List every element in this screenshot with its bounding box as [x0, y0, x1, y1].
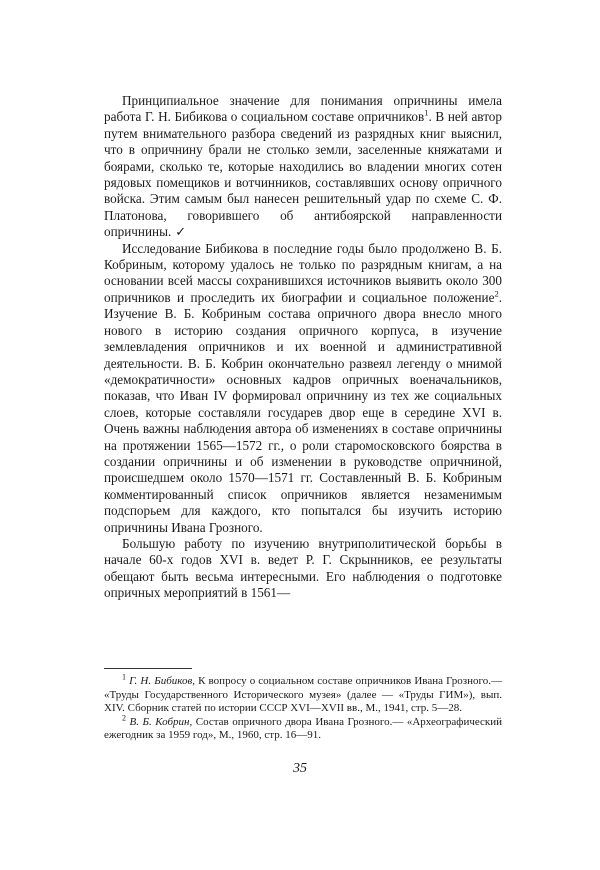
- main-text: [104, 93, 502, 602]
- footnote-ref-2: 2: [494, 288, 499, 299]
- footnote-separator: [104, 668, 192, 669]
- footnote-2-author: В. Б. Кобрин,: [129, 715, 193, 728]
- paragraph-1: [104, 93, 502, 241]
- paragraph-2-part-a: Исследование Бибикова в последние годы было продолжено В. Б. Кобриным, которому удалось не только по разрядным книгам, а на основании всей массы сохранившихся источников выявить около 300 опричников и проследить их биографии и социальное положение: [104, 240, 502, 305]
- handwritten-check-mark: ✓: [175, 224, 187, 240]
- footnote-ref-1: 1: [424, 108, 429, 119]
- footnote-1-text: К вопросу о социальном составе опричников Ивана Грозного.— «Труды Государственного Исторического музея» (далее — «Труды ГИМ»), вып. XIV. Сборник статей по истории СССР XVI—XVII вв., М., 1941, стр. 5—28.: [104, 675, 502, 715]
- paragraph-3: Большую работу по изучению внутриполитической борьбы в начале 60-х годов XVI в. ведет Р. Г. Скрынников, ее результаты обещают быть весьма интересными. Его наблюдения о подготовке опричных мероприятий в 1561—: [104, 535, 502, 601]
- footnote-2-number: 2: [122, 713, 126, 723]
- paragraph-2-part-b: . Изучение В. Б. Кобриным состава опричного двора внесло много нового в историю создания опричного корпуса, в изучение землевладения опричников и их военной и административной деятельности. В. Б. Кобрин окончательно развеял легенду о мнимой «демократичности» основных кадров опричных военачальников, показав, что Иван IV формировал опричнину из тех же социальных слоев, которые составляли государев двор еще в середине XVI в. Очень важны наблюдения автора об изменениях в составе опричнины на протяжении 1565—1572 гг., о роли старомосковского боярства в создании опричнины и об изменении в руководстве опричниной, происшедшем около 1570—1571 гг. Составленный В. Б. Кобриным комментированный список опричников является незаменимым подспорьем для каждого, кто попытался бы изучить историю опричнины Ивана Грозного.: [104, 289, 502, 535]
- paragraph-1-part-b: . В ней автор путем внимательного разбора сведений из разрядных книг выяснил, что в опричнину брали не столько земли, заселенные княжатами и боярами, сколько те, которые находились во владении многих сотен рядовых помещиков и вотчинников, составлявших основу опричного войска. Этим самым был нанесен решительный удар по схеме С. Ф. Платонова, говорившего об антибоярской направленности опричнины.: [104, 109, 502, 240]
- page-number: 35: [293, 761, 307, 776]
- footnote-2: [104, 713, 503, 743]
- footnote-1-number: 1: [122, 672, 126, 682]
- footnotes: [104, 672, 503, 743]
- footnote-2-text: Состав опричного двора Ивана Грозного.— «Археографический ежегодник за 1959 год», М., 1960, стр. 16—91.: [104, 715, 503, 742]
- paragraph-1-part-a: Принципиальное значение для понимания опричнины имела работа Г. Н. Бибикова о социальном составе опричников: [104, 93, 502, 125]
- footnote-1-author: Г. Н. Бибиков,: [129, 675, 195, 687]
- footnote-1: [104, 672, 502, 716]
- paragraph-2: [104, 241, 502, 536]
